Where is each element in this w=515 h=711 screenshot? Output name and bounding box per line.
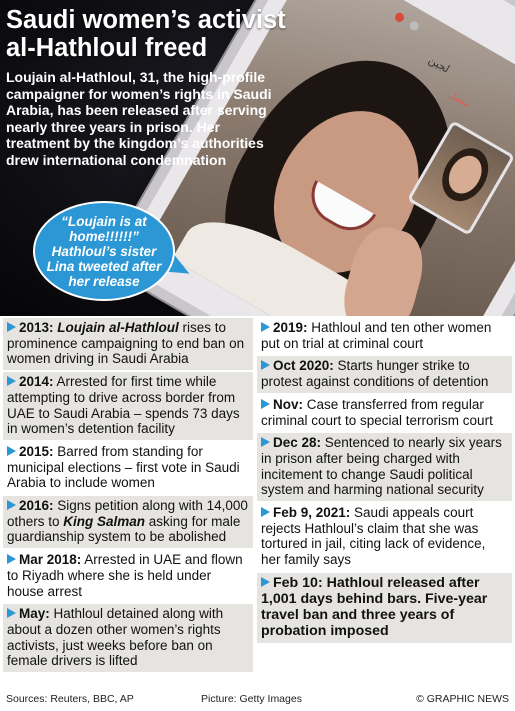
quote-bubble [33, 201, 175, 301]
timeline-entry [257, 356, 512, 392]
timeline-entry [257, 395, 512, 431]
timeline-date: 2015: [19, 443, 54, 459]
timeline-text: Sentenced to nearly six years in prison after being charged with incitement to change Saudi political system and harming national security [261, 435, 502, 498]
timeline-left-column [3, 318, 253, 674]
timeline-date: May: [19, 606, 50, 622]
timeline-text: Case transferred from regular criminal court to special terrorism court [261, 396, 493, 428]
bullet-triangle-icon [261, 577, 270, 587]
timeline-highlight: Loujain al-Hathloul [57, 320, 179, 335]
quote-attribution: Hathloul’s sister Lina tweeted after her release [46, 244, 162, 289]
bullet-triangle-icon [7, 322, 16, 332]
bullet-triangle-icon [7, 500, 16, 510]
picture-credit: Picture: Getty Images [201, 693, 302, 705]
sources-credit: Sources: Reuters, BBC, AP [6, 693, 134, 705]
bullet-triangle-icon [261, 322, 270, 332]
timeline-date: 2019: [273, 320, 308, 335]
bullet-triangle-icon [7, 376, 16, 386]
timeline-date: 2016: [19, 498, 54, 514]
quote-text: “Loujain is at home!!!!!!” [61, 214, 147, 244]
copyright: © GRAPHIC NEWS [416, 693, 509, 705]
timeline-entry [3, 442, 253, 494]
bullet-triangle-icon [261, 360, 270, 370]
timeline-date: Nov: [273, 396, 303, 412]
timeline-entry [3, 372, 253, 440]
bullet-triangle-icon [7, 608, 16, 618]
timeline-text: Saudi appeals court rejects Hathloul’s claim that she was tortured in jail, citing lack of evidence, her family says [261, 505, 486, 568]
headline: Saudi women’s activist al-Hathloul freed [6, 6, 286, 62]
timeline-text: rises to prominence campaigning to end ban on women driving in Saudi Arabia [7, 320, 245, 367]
timeline-entry [3, 604, 253, 672]
timeline-date: Feb 9, 2021: [273, 505, 351, 521]
timeline-text: asking for male guardianship system to be abolished [7, 513, 241, 545]
timeline-date: Oct 2020: [273, 358, 334, 374]
timeline-entry [3, 496, 253, 548]
timeline-entry [3, 550, 253, 602]
timeline-date: 2014: [19, 374, 54, 390]
timeline-text: Signs petition along with 14,000 others to [7, 498, 248, 529]
footer [0, 690, 515, 711]
timeline-text: Starts hunger strike to protest against conditions of detention [261, 358, 489, 390]
call-contact-name: لجين [426, 54, 452, 76]
timeline-entry [257, 573, 512, 643]
timeline-right-column [257, 318, 512, 645]
timeline-text: Arrested in UAE and flown to Riyadh where she is held under house arrest [7, 552, 243, 599]
timeline-date: 2013: [19, 320, 54, 335]
timeline-text: Hathloul detained along with about a dozen other women’s rights activists, just weeks before ban on female drivers is lifted [7, 606, 224, 669]
timeline-entry [257, 503, 512, 571]
bullet-triangle-icon [261, 507, 270, 517]
hero-photo [0, 0, 515, 316]
timeline-text: Hathloul released after 1,001 days behind bars. Five-year travel ban and three years of probation imposed [261, 574, 488, 640]
timeline-date: Mar 2018: [19, 552, 82, 568]
bullet-triangle-icon [7, 446, 16, 456]
timeline-date: Dec 28: [273, 435, 322, 451]
timeline-text: Barred from standing for municipal elections – first vote in Saudi Arabia to include women [7, 443, 240, 491]
bullet-triangle-icon [261, 437, 270, 447]
timeline-entry [257, 433, 512, 501]
timeline-entry [3, 318, 253, 370]
timeline-date: Feb 10: [273, 574, 323, 591]
bullet-triangle-icon [261, 399, 270, 409]
timeline-entry [257, 318, 512, 354]
intro-text: Loujain al-Hathloul, 31, the high-profile campaigner for women’s rights in Saudi Arabia, has been released after serving nearly three years in prison. Her treatment by the kingdom’s authorities drew international condemnation [6, 69, 272, 168]
timeline-highlight: King Salman [63, 513, 146, 529]
bullet-triangle-icon [7, 554, 16, 564]
timeline-text: Arrested for first time while attempting to drive across border from UAE to Saudi Arabia – spends 73 days in women’s detention facility [7, 374, 240, 437]
call-status: متصل [447, 89, 472, 109]
timeline-text: Hathloul and ten other women put on trial at criminal court [261, 320, 492, 351]
